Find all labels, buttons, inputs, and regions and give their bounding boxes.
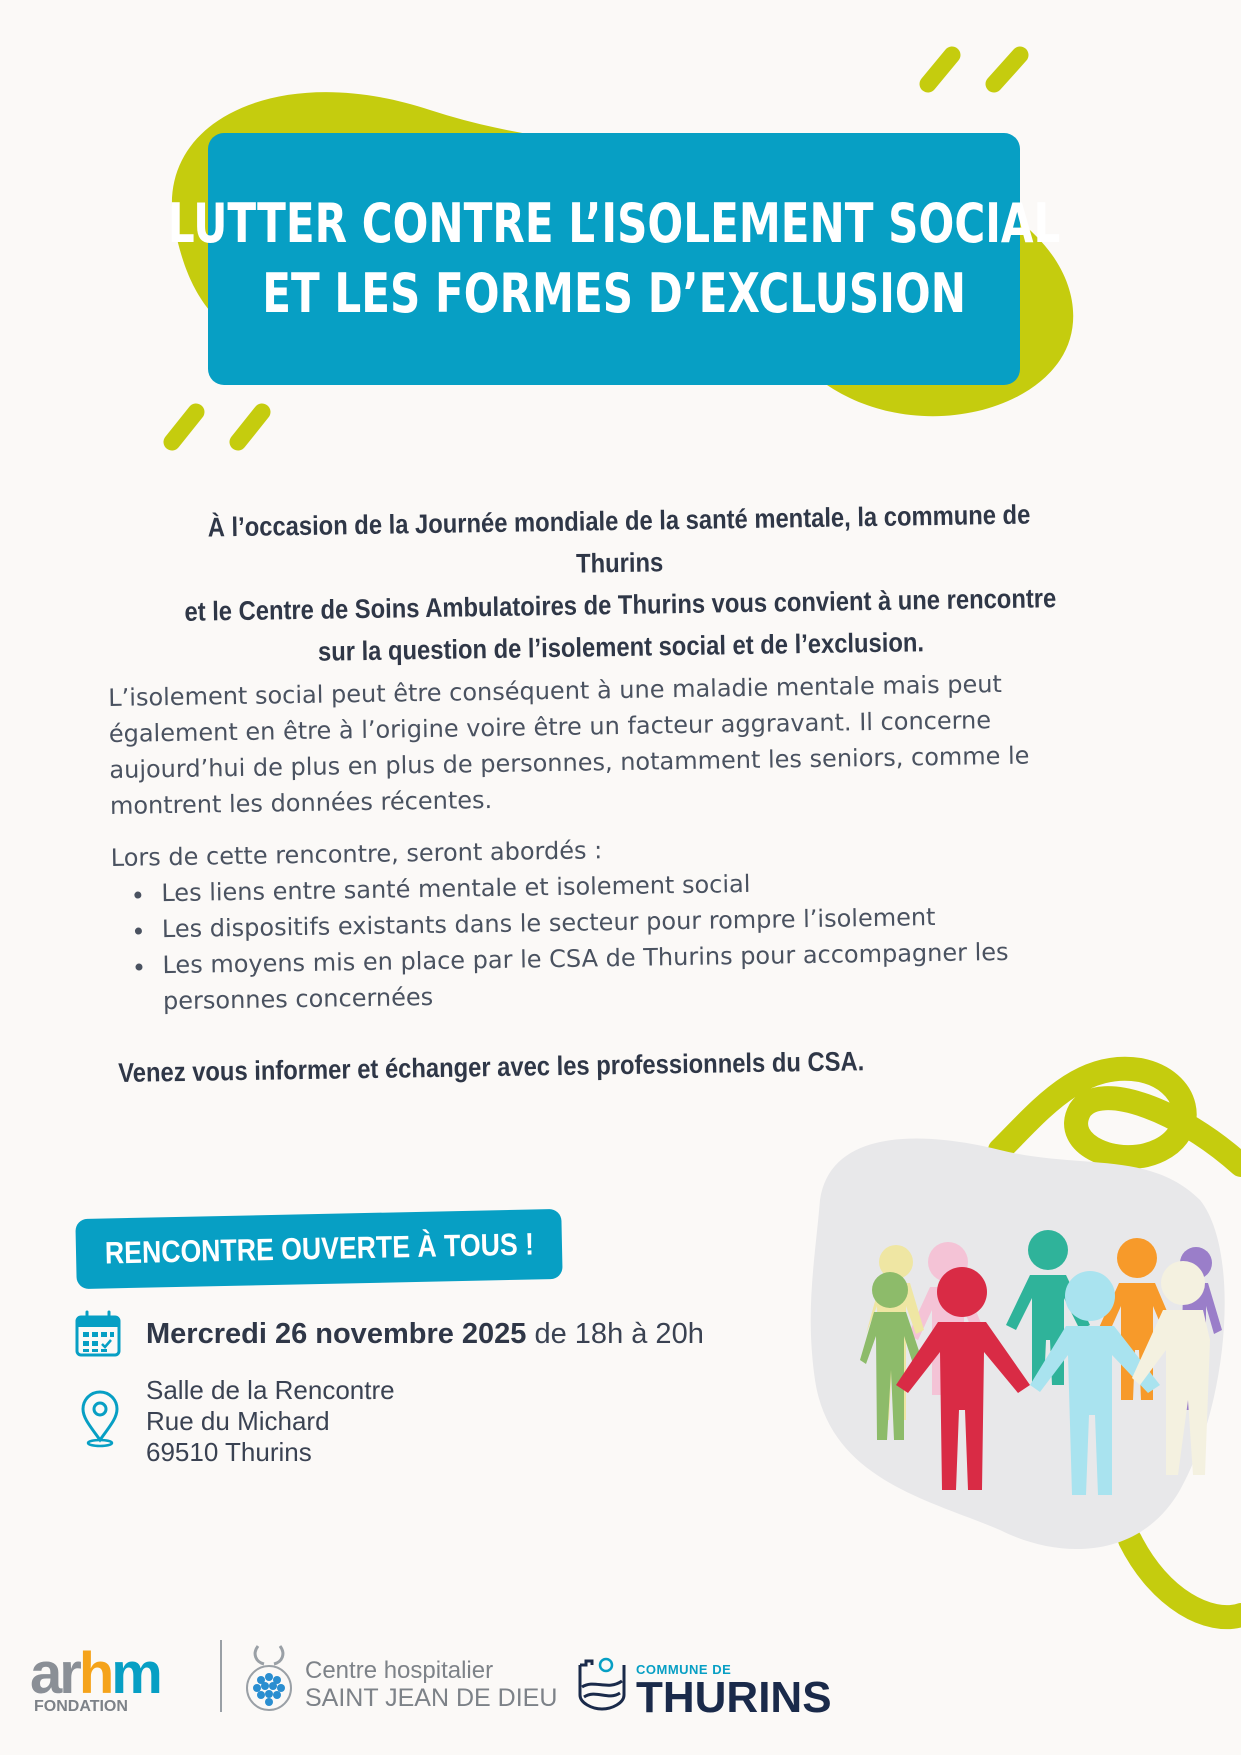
body-text	[108, 664, 1113, 1020]
body-paragraph: L’isolement social peut être conséquent à une maladie mentale mais peut également en être à l’origine voire être un facteur aggravant. Il concerne aujourd’hui de plus en plus de personnes, notamment les seniors, comme le montrent les données récentes.	[108, 669, 1030, 820]
address-line: Rue du Michard	[146, 1406, 330, 1436]
closing-text: Venez vous informer et échanger avec les professionnels du CSA.	[118, 1046, 865, 1088]
green-squiggle	[1000, 1069, 1241, 1165]
badge-label: RENCONTRE OUVERTE À TOUS !	[104, 1226, 534, 1271]
topic-item: • Les dispositifs existants dans le secteur pour rompre l’isolement	[156, 896, 1112, 947]
green-squiggle-lower	[1130, 1540, 1241, 1617]
topic-item: • Les liens entre santé mentale et isolement social	[155, 860, 1111, 911]
dash-bottom-1	[172, 412, 196, 442]
logo-divider	[220, 1640, 222, 1712]
thurins-commune-label: COMMUNE DE	[636, 1662, 732, 1677]
address-line: Salle de la Rencontre	[146, 1375, 395, 1405]
chsjd-name-line-2: SAINT JEAN DE DIEU	[305, 1684, 558, 1712]
address-line: 69510 Thurins	[146, 1437, 312, 1467]
open-to-all-badge	[75, 1209, 562, 1289]
thurins-name: THURINS	[636, 1673, 832, 1722]
calendar-icon	[74, 1310, 122, 1358]
dash-top-1	[928, 55, 952, 84]
intro-text	[119, 492, 1122, 676]
event-date-bold: Mercredi 26 novembre 2025	[146, 1318, 527, 1350]
thurins-logo-mark	[574, 1655, 630, 1711]
title-line-1: LUTTER CONTRE L’ISOLEMENT SOCIAL	[167, 192, 1061, 255]
intro-line-3: sur la question de l’isolement social et de l’exclusion.	[317, 627, 925, 667]
chsjd-name-line-1: Centre hospitalier	[305, 1657, 494, 1684]
topics-intro: Lors de cette rencontre, seront abordés :	[110, 836, 603, 872]
dash-bottom-2	[238, 412, 262, 442]
intro-line-2: et le Centre de Soins Ambulatoires de Thurins vous convient à une rencontre	[184, 583, 1057, 627]
location-pin-icon	[78, 1390, 122, 1448]
event-address	[146, 1375, 395, 1468]
arhm-fondation-label: FONDATION	[34, 1698, 128, 1715]
chsjd-logo-mark	[238, 1642, 300, 1714]
topics-list	[111, 860, 1113, 1020]
dash-top-2	[994, 55, 1020, 84]
title-line-2: ET LES FORMES D’EXCLUSION	[262, 262, 966, 325]
event-date	[146, 1318, 704, 1351]
topic-item: • Les moyens mis en place par le CSA de Thurins pour accompagner les personnes concernées	[156, 932, 1113, 1019]
event-time: de 18h à 20h	[526, 1318, 704, 1350]
title-banner	[167, 133, 1061, 385]
arhm-logo: arhm	[30, 1641, 160, 1706]
intro-line-1: À l’occasion de la Journée mondiale de la santé mentale, la commune de Thurins	[207, 499, 1031, 579]
